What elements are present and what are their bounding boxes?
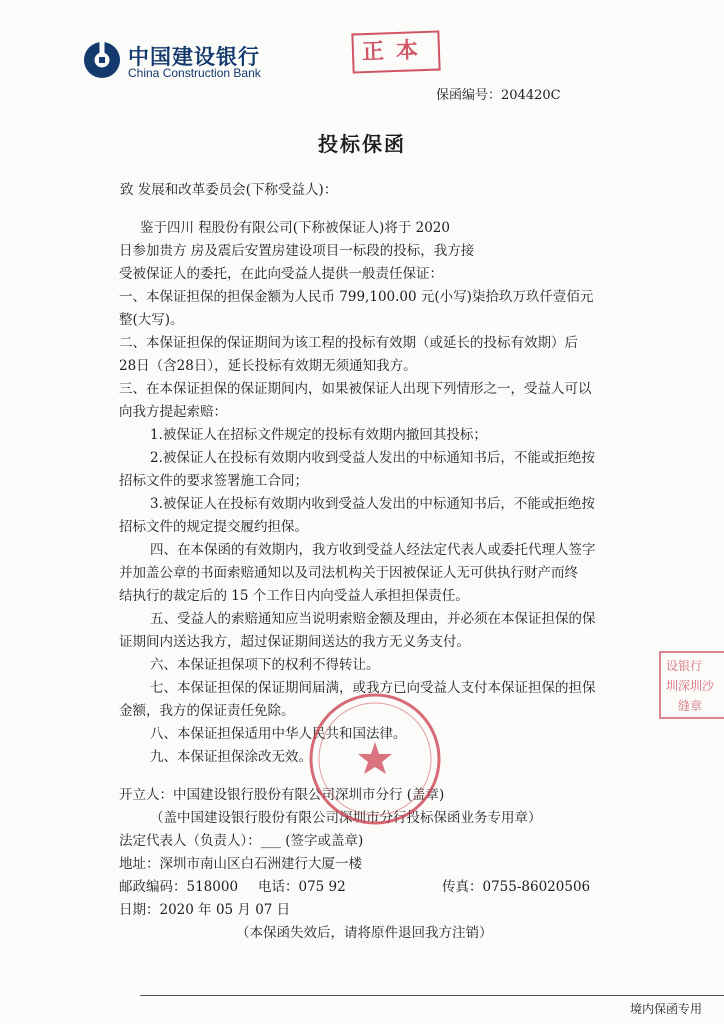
- body-line: 六、本保证担保项下的权利不得转让。: [150, 657, 380, 673]
- body-line: 受被保证人的委托，在此向受益人提供一般责任保证：: [119, 266, 443, 282]
- return-note: （本保函失效后，请将原件退回我方注销）: [236, 925, 493, 941]
- body-line: 二、本保证担保的保证期间为该工程的投标有效期（或延长的投标有效期）后: [119, 335, 578, 351]
- bank-seal-stamp: [306, 690, 444, 828]
- postcode: 邮政编码：518000: [119, 879, 239, 895]
- body-line: 整(大写)。: [119, 312, 184, 328]
- document-title: 投标保函: [318, 132, 406, 156]
- address-line: 地址：深圳市南山区白石洲建行大厦一楼: [119, 856, 362, 872]
- seal-note: （盖中国建设银行股份有限公司深圳市分行投标保函业务专用章）: [150, 810, 542, 826]
- bank-name-cn: 中国建设银行: [128, 45, 260, 69]
- addressee-line: 致 发展和改革委员会(下称受益人)：: [120, 182, 338, 198]
- body-line: 四、在本保函的有效期内，我方收到受益人经法定代表人或委托代理人签字: [150, 542, 596, 558]
- legal-rep-line: 法定代表人（负责人）：___ (签字或盖章): [119, 833, 364, 849]
- body-line: 九、本保证担保涂改无效。: [150, 749, 312, 765]
- body-line: 向我方提起索赔：: [119, 404, 227, 420]
- list-item: 招标文件的要求签署施工合同；: [119, 473, 308, 489]
- body-line: 一、本保证担保的担保金额为人民币 799,100.00 元(小写)柒拾玖万玖仟壹佰元: [119, 289, 594, 305]
- body-line: 28日（含28日），延长投标有效期无须通知我方。: [119, 358, 417, 374]
- date-line: 日期：2020 年 05 月 07 日: [119, 902, 291, 918]
- body-line: 金额，我方的保证责任免除。: [119, 703, 295, 719]
- phone: 电话：075 92: [258, 879, 346, 895]
- footer-divider: [140, 995, 724, 996]
- list-item: 3.被保证人在投标有效期内收到受益人发出的中标通知书后，不能或拒绝按: [150, 496, 595, 512]
- seam-stamp: [658, 650, 724, 720]
- fax: 传真：0755-86020506: [442, 879, 591, 895]
- seam-stamp-text-3: 缝章: [678, 699, 703, 713]
- guarantee-number: 保函编号：204420C: [436, 88, 561, 103]
- seam-stamp-text-1: 设银行: [666, 659, 703, 673]
- body-line: 证期间内送达我方，超过保证期间送达的我方无义务支付。: [119, 634, 470, 650]
- body-line: 三、在本保证担保的保证期间内，如果被保证人出现下列情形之一，受益人可以: [119, 381, 592, 397]
- body-line: 日参加贵方 房及震后安置房建设项目一标段的投标，我方接: [119, 243, 475, 259]
- body-line: 结执行的裁定后的 15 个工作日内向受益人承担担保责任。: [119, 588, 469, 604]
- bottom-label: 境内保函专用: [630, 1002, 703, 1016]
- list-item: 招标文件的规定提交履约担保。: [119, 519, 308, 535]
- body-line: 并加盖公章的书面索赔通知以及司法机构关于因被保证人无可供执行财产而终: [119, 565, 578, 581]
- ccb-logo-icon: [82, 40, 122, 80]
- bank-name-en: China Construction Bank: [128, 66, 261, 80]
- bank-logo: [82, 40, 292, 82]
- original-stamp: 正本: [351, 30, 440, 73]
- body-line: 五、受益人的索赔通知应当说明索赔金额及理由，并必须在本保证担保的保: [150, 611, 596, 627]
- seam-stamp-text-2: 圳深圳沙: [666, 679, 715, 693]
- issuer-line: 开立人：中国建设银行股份有限公司深圳市分行 (盖章): [119, 787, 445, 803]
- body-line: 八、本保证担保适用中华人民共和国法律。: [150, 726, 407, 742]
- body-line: 七、本保证担保的保证期间届满，或我方已向受益人支付本保证担保的担保: [150, 680, 596, 696]
- list-item: 2.被保证人在投标有效期内收到受益人发出的中标通知书后，不能或拒绝按: [150, 450, 595, 466]
- body-line: 鉴于四川 程股份有限公司(下称被保证人)将于 2020: [140, 220, 450, 236]
- list-item: 1.被保证人在招标文件规定的投标有效期内撤回其投标；: [150, 427, 487, 443]
